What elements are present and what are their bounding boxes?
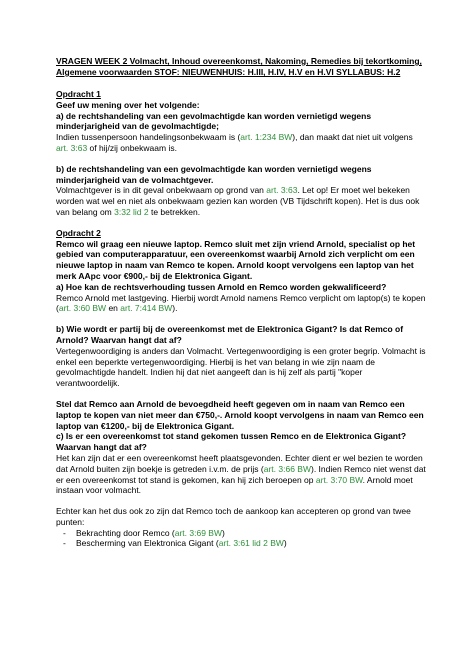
page-title: VRAGEN WEEK 2 Volmacht, Inhoud overeenkomst, Nakoming, Remedies bij tekortkoming, Algemene voorwaarden STOF: NIEUWENHUIS: H.III, H.IV, H.V en H.VI SYLLABUS: H.2 bbox=[56, 56, 422, 77]
law-reference: art. 3:61 lid 2 BW bbox=[218, 538, 284, 549]
law-reference: art. 3:60 BW bbox=[58, 303, 107, 314]
answer-text: ). bbox=[172, 303, 178, 314]
answer-text: ). Indien Remco niet wenst dat er een overeenkomst tot stand is gekomen, kan hij zich beroepen op bbox=[56, 463, 426, 485]
answer-text: . Let op! Er moet wel bekeken worden wat wel en niet als onbekwaam gezien kan worden (VB Tijdschrift kopen). Het is dus ook van belang om bbox=[56, 185, 420, 217]
opdracht1-intro: Geef uw mening over het volgende: bbox=[56, 99, 200, 110]
law-reference: art. 3:66 BW bbox=[263, 463, 311, 474]
opdracht1-answer-a bbox=[56, 132, 426, 154]
answer-text: . Arnold moet instaan voor volmacht. bbox=[56, 474, 413, 496]
answer-text: Het kan zijn dat er een overeenkomst heeft plaatsgevonden. Echter dient er wel bezien te worden dat Arnold buiten zijn boekje is getreden i.v.m. de prijs ( bbox=[56, 452, 423, 474]
answer-text: Remco Arnold met lastgeving. Hierbij wordt Arnold namens Remco verplicht om laptop(s) te kopen ( bbox=[56, 292, 426, 314]
law-reference: art. 3:63 bbox=[56, 142, 88, 153]
opdracht2-heading: Opdracht 2 bbox=[56, 227, 101, 238]
opdracht2-question-c: c) Is er een overeenkomst tot stand gekomen tussen Remco en de Elektronica Gigant? Waarvan hangt dat af? bbox=[56, 431, 407, 453]
answer-text: ), dan maakt dat niet uit volgens bbox=[292, 132, 413, 143]
answer-text: en bbox=[106, 303, 121, 314]
list-item bbox=[56, 528, 426, 539]
bullet-text: Bekrachting door Remco ( bbox=[76, 527, 175, 538]
law-reference: art. 3:69 BW bbox=[174, 527, 222, 538]
law-reference: art. 3:70 BW bbox=[315, 474, 363, 485]
opdracht2-question-b: b) Wie wordt er partij bij de overeenkomst met de Elektronica Gigant? Is dat Remco of Arnold? Waarvan hangt dat af? bbox=[56, 324, 404, 345]
opdracht1-heading: Opdracht 1 bbox=[56, 89, 101, 99]
opdracht2-conclusion: Echter kan het dus ook zo zijn dat Remco toch de aankoop kan accepteren op grond van twee punten: bbox=[56, 506, 411, 527]
bullet-text: ) bbox=[222, 527, 225, 538]
opdracht1-question-a: a) de rechtshandeling van een gevolmachtigde kan worden vernietigd wegens minderjarigheid van de gevolmachtigde; bbox=[56, 110, 372, 132]
opdracht2-question-a: a) Hoe kan de rechtsverhouding tussen Arnold en Remco worden gekwalificeerd? bbox=[56, 281, 387, 292]
law-reference: art. 7:414 BW bbox=[120, 303, 173, 314]
answer-text: Indien tussenpersoon handelingsonbekwaam is ( bbox=[56, 132, 241, 143]
opdracht2-case-2: Stel dat Remco aan Arnold de bevoegdheid heeft gegeven om in naam van Remco een laptop te kopen van niet meer dan €750,-. Arnold koopt vervolgens in naam van Remco een laptop van €1200,- bij de Elektronica Gigant. bbox=[56, 398, 424, 431]
answer-text: te betrekken. bbox=[148, 206, 201, 217]
answer-text: Volmachtgever is in dit geval onbekwaam op grond van bbox=[56, 185, 267, 196]
bullet-text: Bescherming van Elektronica Gigant ( bbox=[76, 538, 219, 549]
opdracht2-answer-b: Vertegenwoordiging is anders dan Volmacht. Vertegenwoordiging is een groter begrip. Volmacht is enkel een beperkte vertegenwoordiging. Hierbij is het van belang in wie zijn naam de gevolmachtigde handelt. Indien hij dat niet aangeeft dan is hij zelf als partij "koper verantwoordelijk. bbox=[56, 345, 426, 389]
bullet-list bbox=[56, 528, 426, 550]
answer-text: of hij/zij onbekwaam is. bbox=[87, 142, 177, 153]
opdracht2-answer-a bbox=[56, 293, 426, 315]
document-page bbox=[56, 56, 426, 549]
law-reference: art. 3:63 bbox=[266, 185, 298, 196]
list-item bbox=[56, 538, 426, 549]
law-reference: art. 1:234 BW bbox=[240, 132, 293, 143]
opdracht1-answer-b bbox=[56, 185, 426, 217]
law-reference: 3:32 lid 2 bbox=[114, 206, 149, 217]
opdracht2-case: Remco wil graag een nieuwe laptop. Remco sluit met zijn vriend Arnold, specialist op het gebied van computerapparatuur, een overeenkomst waarbij Arnold zich verplicht om een nieuwe laptop in naam van Remco te kopen. Arnold koopt vervolgens een laptop van het merk AApc voor €900,- bij de Elektronica Gigant. bbox=[56, 238, 416, 281]
opdracht1-question-b: b) de rechtshandeling van een gevolmachtigde kan worden vernietigd wegens minderjarigheid van de volmachtgever. bbox=[56, 163, 372, 185]
bullet-text: ) bbox=[283, 538, 287, 549]
opdracht2-answer-c bbox=[56, 453, 426, 496]
